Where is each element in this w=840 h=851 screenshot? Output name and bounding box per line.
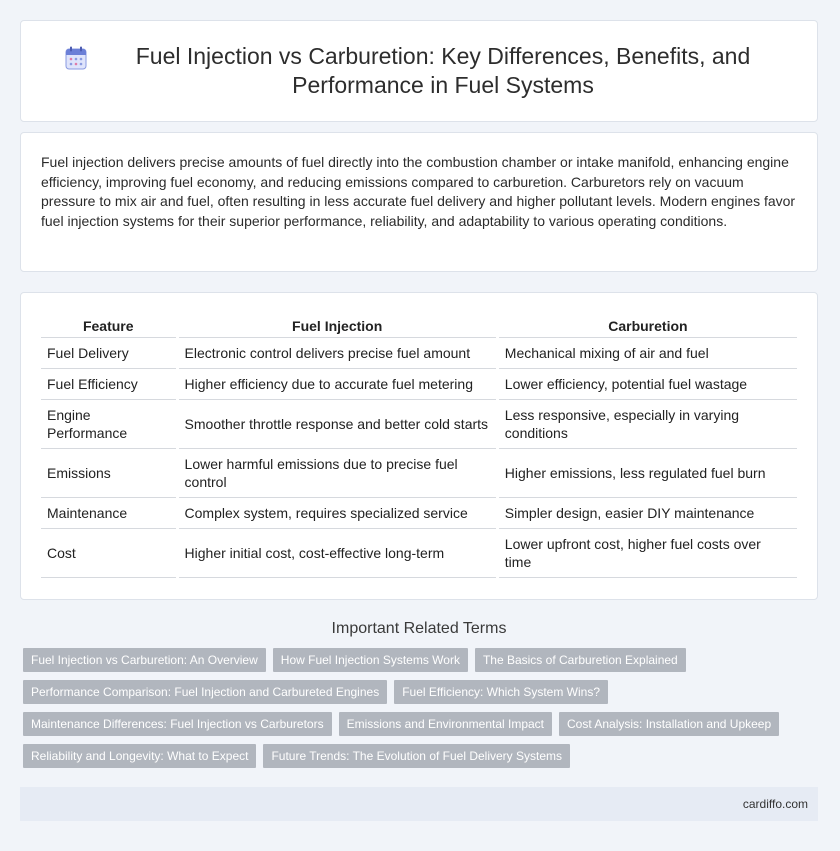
related-tag-link[interactable]: Fuel Injection vs Carburetion: An Overview [23, 648, 266, 672]
table-cell: Higher emissions, less regulated fuel burn [499, 449, 797, 498]
table-row [41, 449, 797, 498]
table-cell: Maintenance [41, 498, 176, 529]
table-row [41, 498, 797, 529]
table-cell: Engine Performance [41, 400, 176, 449]
related-tag-link[interactable]: Performance Comparison: Fuel Injection and Carbureted Engines [23, 680, 387, 704]
calendar-icon [65, 46, 87, 70]
table-cell: Higher efficiency due to accurate fuel metering [179, 369, 496, 400]
table-cell: Electronic control delivers precise fuel amount [179, 338, 496, 369]
related-tag-link[interactable]: How Fuel Injection Systems Work [273, 648, 468, 672]
header-card [20, 20, 818, 122]
table-header-row [41, 311, 797, 338]
related-tag-link[interactable]: Future Trends: The Evolution of Fuel Delivery Systems [263, 744, 570, 768]
table-cell: Lower harmful emissions due to precise fuel control [179, 449, 496, 498]
table-cell: Simpler design, easier DIY maintenance [499, 498, 797, 529]
table-cell: Higher initial cost, cost-effective long-term [179, 529, 496, 578]
table-cell: Fuel Delivery [41, 338, 176, 369]
intro-card [20, 132, 818, 272]
footer [20, 787, 818, 821]
table-cell: Cost [41, 529, 176, 578]
related-tag-link[interactable]: The Basics of Carburetion Explained [475, 648, 686, 672]
table-cell: Lower upfront cost, higher fuel costs over time [499, 529, 797, 578]
title-wrap [21, 42, 817, 100]
related-tag-link[interactable]: Emissions and Environmental Impact [339, 712, 552, 736]
related-terms-heading: Important Related Terms [331, 620, 507, 637]
table-row [41, 338, 797, 369]
table-cell: Mechanical mixing of air and fuel [499, 338, 797, 369]
table-row [41, 529, 797, 578]
page-title: Fuel Injection vs Carburetion: Key Differences, Benefits, and Performance in Fuel Systems [135, 43, 751, 98]
table-row [41, 369, 797, 400]
table-cell: Fuel Efficiency [41, 369, 176, 400]
table-row [41, 400, 797, 449]
related-tags [20, 648, 818, 776]
comparison-table-card [20, 292, 818, 600]
related-tag-link[interactable]: Reliability and Longevity: What to Expect [23, 744, 256, 768]
column-header-feature: Feature [41, 311, 176, 338]
intro-paragraph: Fuel injection delivers precise amounts of fuel directly into the combustion chamber or intake manifold, enhancing engine efficiency, improving fuel economy, and reducing emissions compared to carburetion. Carburetors rely on vacuum pressure to mix air and fuel, often resulting in less accurate fuel delivery and higher pollutant levels. Modern engines favor fuel injection systems for their superior performance, reliability, and adaptability to various operating conditions. [41, 154, 796, 229]
table-cell: Lower efficiency, potential fuel wastage [499, 369, 797, 400]
table-cell: Less responsive, especially in varying conditions [499, 400, 797, 449]
footer-site-link[interactable]: cardiffo.com [742, 797, 808, 811]
table-cell: Emissions [41, 449, 176, 498]
related-tag-link[interactable]: Maintenance Differences: Fuel Injection vs Carburetors [23, 712, 332, 736]
table-cell: Smoother throttle response and better cold starts [179, 400, 496, 449]
related-tag-link[interactable]: Fuel Efficiency: Which System Wins? [394, 680, 608, 704]
comparison-table [38, 311, 800, 578]
column-header-fuel-injection: Fuel Injection [179, 311, 496, 338]
related-terms-section [20, 620, 818, 776]
column-header-carburetion: Carburetion [499, 311, 797, 338]
related-tag-link[interactable]: Cost Analysis: Installation and Upkeep [559, 712, 779, 736]
table-cell: Complex system, requires specialized service [179, 498, 496, 529]
